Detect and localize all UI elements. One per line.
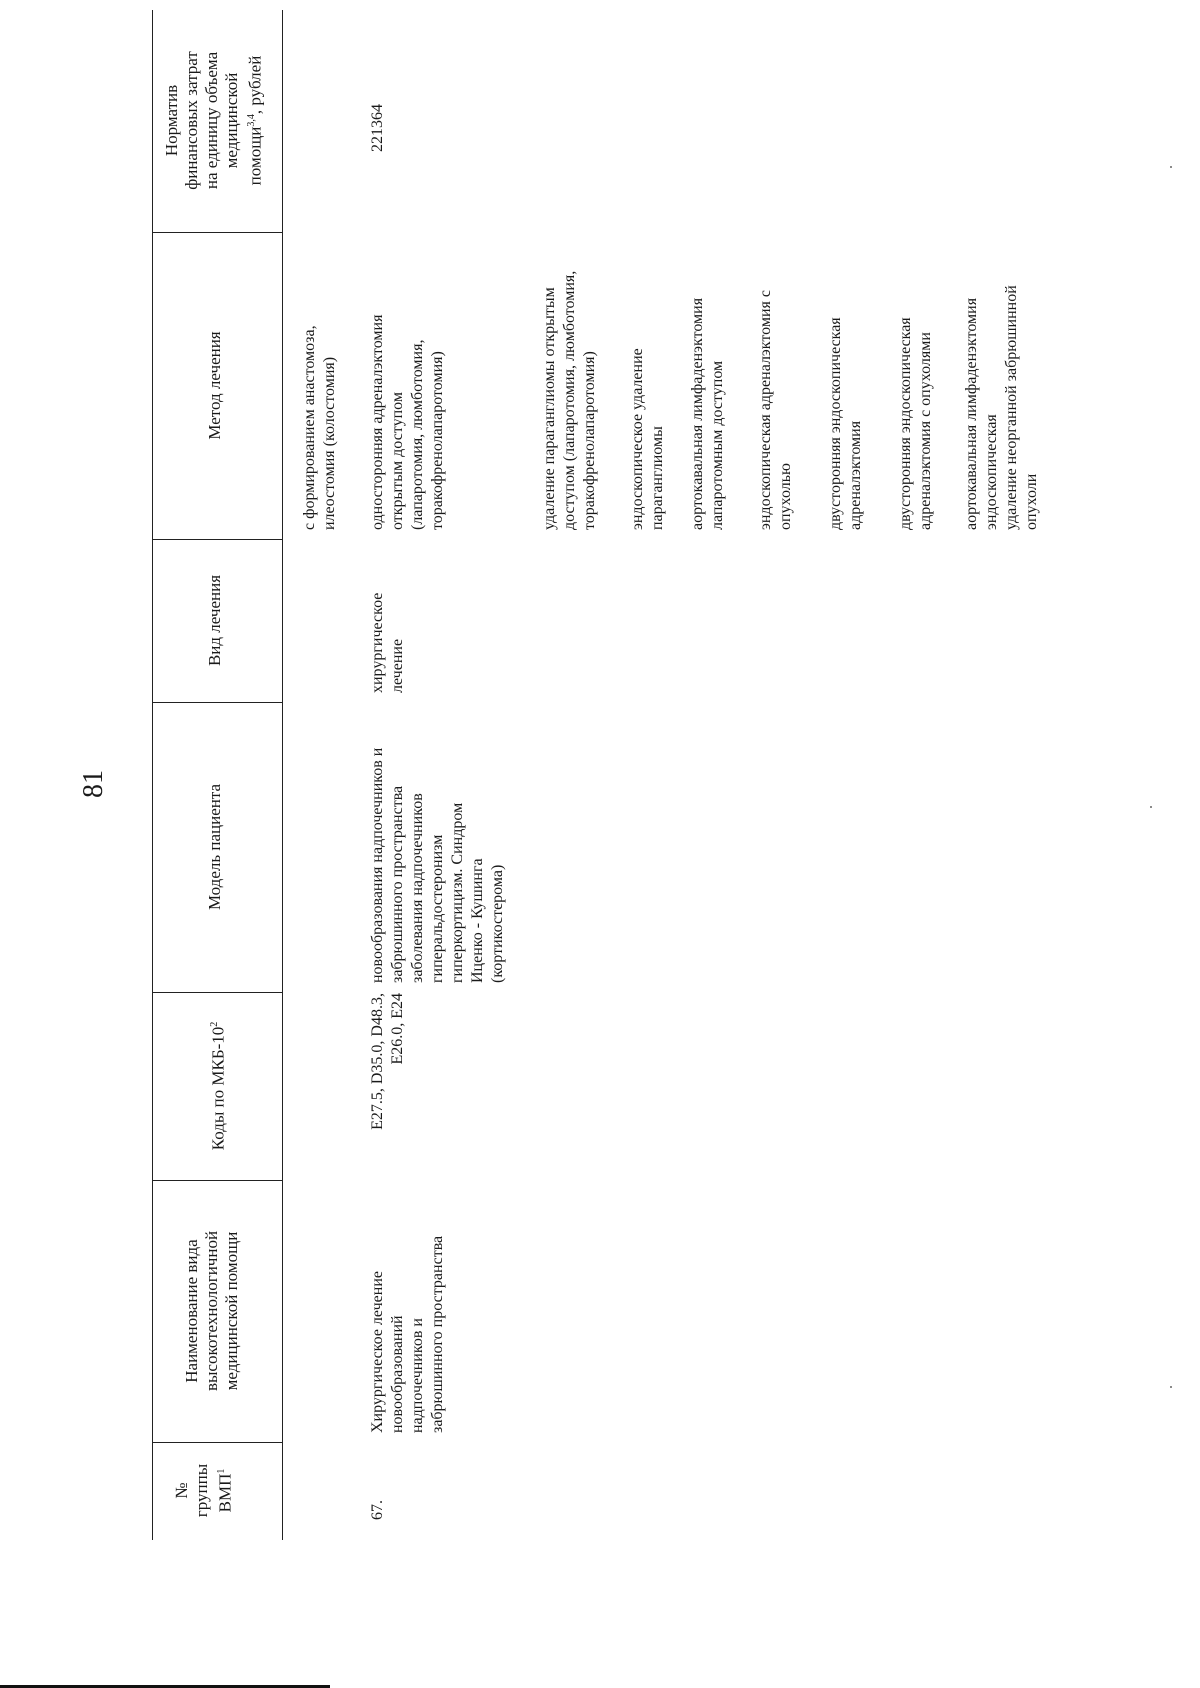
row-method-5: эндоскопическая адреналэктомия с опухолью	[757, 290, 794, 530]
table-header-bottom-border	[282, 10, 283, 1540]
row-vmp-name: Хирургическое лечение новообразований надпочечников и забрюшинного пространства	[369, 1235, 446, 1433]
header-treatment-type: Вид лечения	[205, 574, 224, 667]
row-group-number: 67.	[369, 1500, 386, 1520]
row-method-2: удаление параганглиомы открытым доступом (лапаротомия, люмботомия, торакофренолапаротомия)	[541, 270, 598, 530]
scan-speck	[1170, 166, 1172, 168]
row-method-7: двусторонняя эндоскопическая адреналэктомия с опухолями	[897, 317, 934, 530]
row-icd-codes: E27.5, D35.0, D48.3, E26.0, E24	[369, 993, 406, 1130]
scan-speck	[1150, 806, 1152, 808]
table-top-border	[152, 10, 153, 1540]
row-method-4: аортокавальная лимфаденэктомия лапаротомным доступом	[689, 297, 726, 530]
page-number: 81	[78, 770, 109, 798]
row-patient-model: новообразования надпочечников и забрюшинного пространства заболевания надпочечников гиперальдостеронизм гиперкортицизм. Синдром Иценко - Кушинга (кортикостерома)	[369, 747, 506, 983]
header-group-number: № группы ВМП$^1$	[172, 1463, 235, 1518]
header-patient-model: Модель пациента	[205, 783, 224, 911]
header-cost-standard: Норматив финансовых затрат на единицу объема медицинской помощи$^{3,4}$, рублей	[162, 51, 265, 190]
row-treatment-type: хирургическое лечение	[369, 592, 406, 693]
row-cost: 221364	[369, 104, 386, 152]
header-treatment-method: Метод лечения	[205, 331, 224, 440]
row-method-3: эндоскопическое удаление параганглиомы	[629, 348, 666, 530]
row-method-8: аортокавальная лимфаденэктомия эндоскопическая удаление неорганной забрюшинной опухоли	[963, 285, 1040, 530]
header-vmp-name: Наименование вида высокотехнологичной медицинской помощи	[182, 1230, 241, 1392]
continuation-method: с формированием анастомоза, илеостомия (колостомия)	[301, 325, 338, 530]
row-method-1: односторонняя адреналэктомия открытым доступом (лапаротомия, люмботомия, торакофренолапаротомия)	[369, 314, 446, 530]
row-method-6: двусторонняя эндоскопическая адреналэктомия	[827, 317, 864, 530]
header-icd-codes: Коды по МКБ-$10^2$	[208, 1021, 228, 1151]
scan-speck	[1170, 1386, 1172, 1388]
